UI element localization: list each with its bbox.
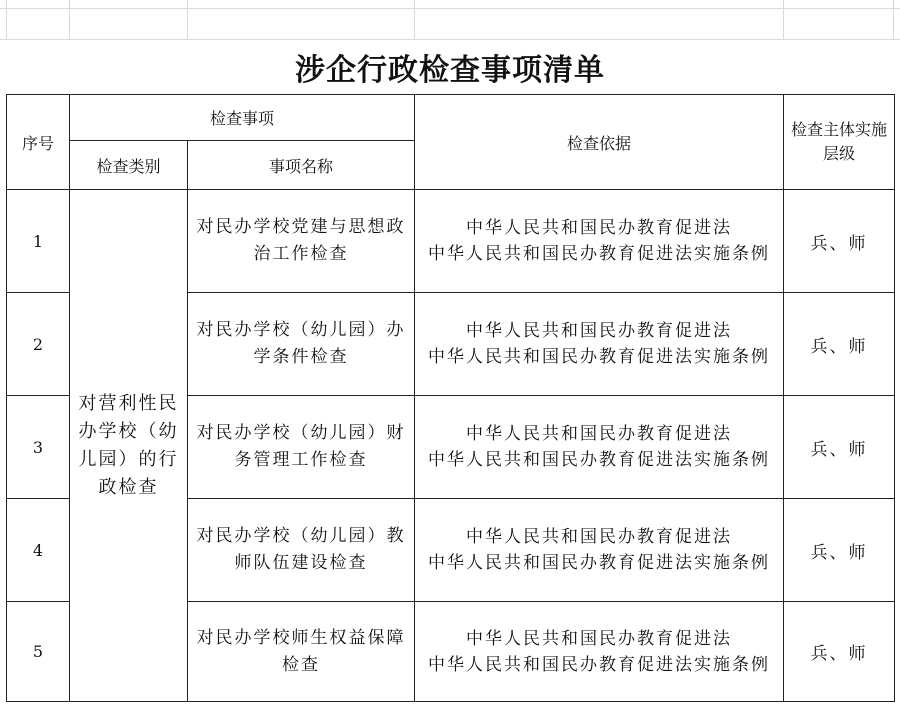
header-item-name: 事项名称 bbox=[188, 141, 415, 190]
row-number: 1 bbox=[7, 190, 70, 293]
implementation-level: 兵、师 bbox=[784, 396, 895, 499]
header-category: 检查类别 bbox=[70, 141, 188, 190]
row-number: 2 bbox=[7, 293, 70, 396]
header-matters: 检查事项 bbox=[70, 95, 415, 141]
basis-law: 中华人民共和国民办教育促进法实施条例 bbox=[428, 553, 771, 573]
table-body bbox=[7, 190, 895, 702]
basis-law: 中华人民共和国民办教育促进法 bbox=[466, 628, 733, 649]
basis-law: 中华人民共和国民办教育促进法实施条例 bbox=[428, 654, 771, 675]
inspection-basis bbox=[415, 293, 784, 396]
row-number: 4 bbox=[7, 499, 70, 602]
header-seq: 序号 bbox=[7, 95, 70, 190]
row-number: 5 bbox=[7, 602, 70, 702]
spreadsheet-gridlines bbox=[0, 0, 900, 40]
inspection-basis bbox=[415, 396, 784, 499]
basis-law: 中华人民共和国民办教育促进法 bbox=[466, 424, 733, 444]
inspection-basis bbox=[415, 499, 784, 602]
item-name: 对民办学校师生权益保障检查 bbox=[188, 602, 415, 702]
inspection-basis bbox=[415, 602, 784, 702]
implementation-level: 兵、师 bbox=[784, 602, 895, 702]
implementation-level: 兵、师 bbox=[784, 499, 895, 602]
item-name: 对民办学校（幼儿园）教师队伍建设检查 bbox=[188, 499, 415, 602]
inspection-category: 对营利性民办学校（幼儿园）的行政检查 bbox=[70, 190, 188, 702]
item-name: 对民办学校（幼儿园）财务管理工作检查 bbox=[188, 396, 415, 499]
item-name: 对民办学校（幼儿园）办学条件检查 bbox=[188, 293, 415, 396]
row-number: 3 bbox=[7, 396, 70, 499]
page-title: 涉企行政检查事项清单 bbox=[295, 53, 605, 88]
basis-law: 中华人民共和国民办教育促进法实施条例 bbox=[428, 347, 771, 367]
basis-law: 中华人民共和国民办教育促进法实施条例 bbox=[428, 450, 771, 470]
item-name: 对民办学校党建与思想政治工作检查 bbox=[188, 190, 415, 293]
implementation-level: 兵、师 bbox=[784, 190, 895, 293]
implementation-level: 兵、师 bbox=[784, 293, 895, 396]
basis-law: 中华人民共和国民办教育促进法 bbox=[466, 218, 733, 238]
table-row bbox=[7, 190, 895, 293]
inspection-table bbox=[6, 94, 895, 702]
basis-law: 中华人民共和国民办教育促进法 bbox=[466, 321, 733, 341]
header-basis: 检查依据 bbox=[415, 95, 784, 190]
basis-law: 中华人民共和国民办教育促进法 bbox=[466, 527, 733, 547]
header-level: 检查主体实施层级 bbox=[784, 95, 895, 190]
basis-law: 中华人民共和国民办教育促进法实施条例 bbox=[428, 244, 771, 264]
inspection-basis bbox=[415, 190, 784, 293]
